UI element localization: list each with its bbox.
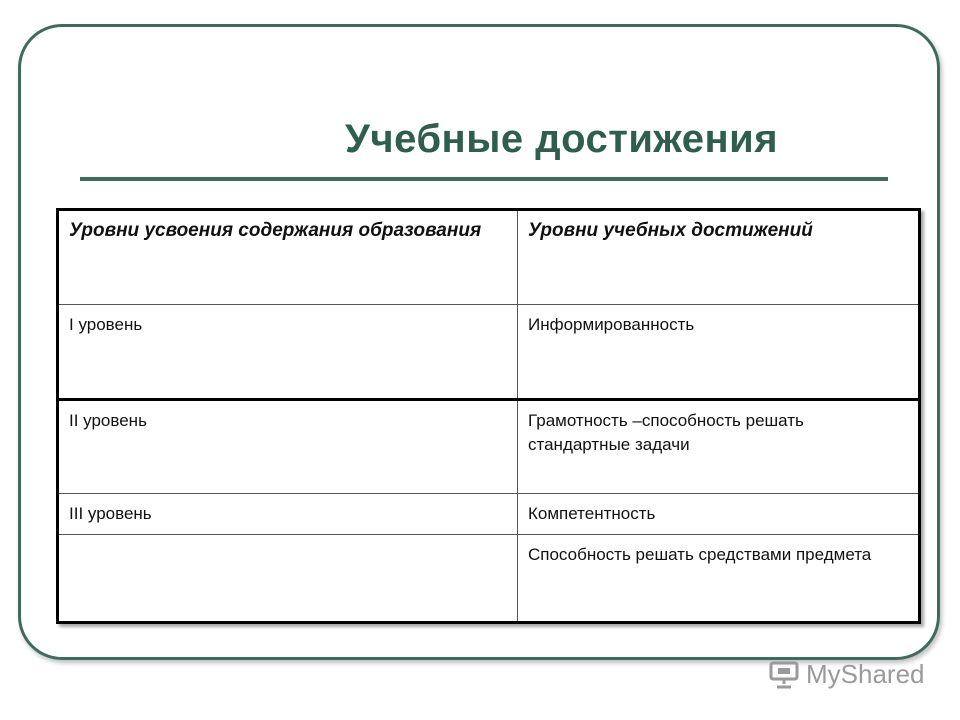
table-cell: Способность решать средствами предмета [518, 534, 920, 622]
table-row [58, 305, 920, 400]
table-cell: Грамотность –способность решать стандартные задачи [518, 400, 920, 494]
table-cell: Информированность [518, 305, 920, 400]
slide-title: Учебные достижения [345, 117, 779, 161]
table-cell: I уровень [58, 305, 518, 400]
table-row [58, 534, 920, 622]
title-underline [80, 177, 888, 181]
column-header-content-levels: Уровни усвоения содержания образования [58, 210, 518, 305]
table-row [58, 494, 920, 535]
table-cell [58, 534, 518, 622]
table-cell: II уровень [58, 400, 518, 494]
watermark [768, 656, 925, 692]
table-row [58, 400, 920, 494]
column-header-achievement-levels: Уровни учебных достижений [518, 210, 920, 305]
presentation-board-icon [768, 658, 800, 690]
achievements-table [56, 208, 921, 624]
watermark-text: MyShared [806, 658, 925, 689]
table-header-row [58, 210, 920, 305]
table-cell: Компетентность [518, 494, 920, 535]
table-cell: III уровень [58, 494, 518, 535]
